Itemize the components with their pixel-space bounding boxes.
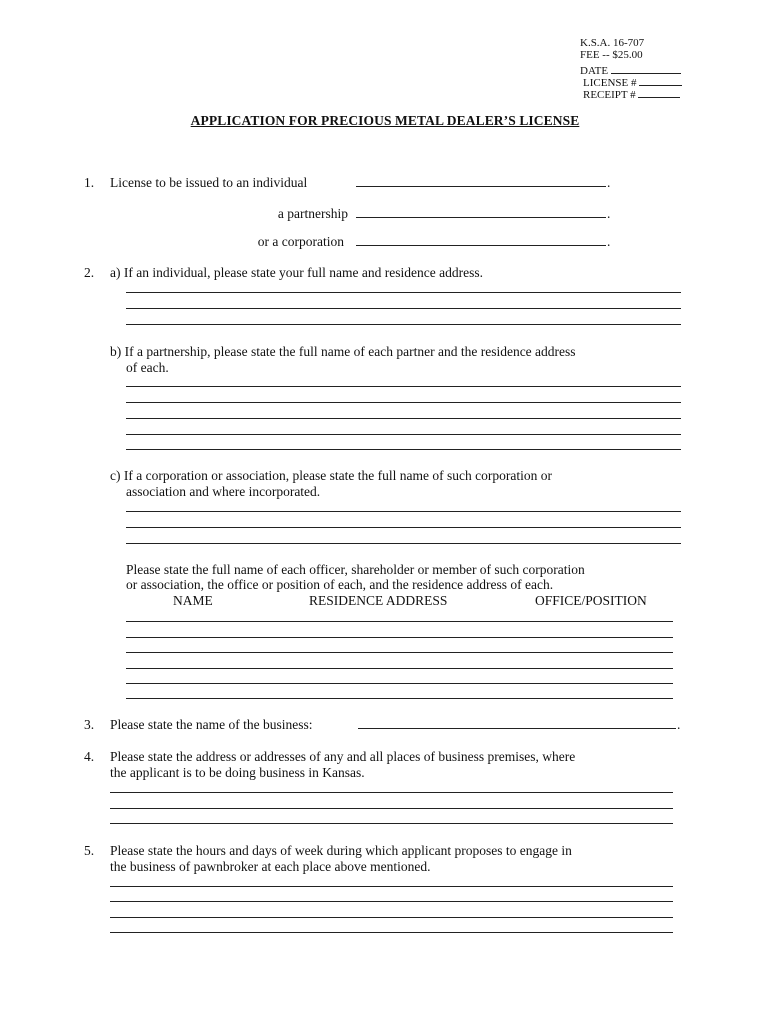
q3-end: . — [677, 717, 681, 732]
q2c-answer-line-2[interactable] — [126, 527, 681, 528]
officer-line-5[interactable] — [126, 683, 673, 684]
receipt-label-text: RECEIPT # — [583, 89, 636, 101]
q2c-text-line-2: association and where incorporated. — [126, 484, 321, 499]
officer-line-2[interactable] — [126, 637, 673, 638]
q4-answer-line-3[interactable] — [110, 823, 673, 824]
q2b-text-line-2: of each. — [126, 360, 169, 375]
q5-number: 5. — [84, 843, 95, 858]
q2b-answer-line-4[interactable] — [126, 434, 681, 435]
receipt-number-label — [583, 85, 680, 101]
q2b-answer-line-2[interactable] — [126, 402, 681, 403]
officer-line-3[interactable] — [126, 652, 673, 653]
q4-number: 4. — [84, 749, 95, 764]
column-header-name: NAME — [173, 593, 213, 608]
officers-text-line-2: or association, the office or position of each, and the residence address of each. — [126, 577, 554, 592]
statute-reference: K.S.A. 16-707 — [580, 37, 645, 49]
q4-answer-line-2[interactable] — [110, 808, 673, 809]
q1-partnership-end: . — [607, 206, 611, 221]
q2-number: 2. — [84, 265, 95, 280]
q5-answer-line-2[interactable] — [110, 901, 673, 902]
officers-text-line-1: Please state the full name of each officer, shareholder or member of such corporation — [126, 562, 585, 577]
q4-text-line-1: Please state the address or addresses of any and all places of business premises, where — [110, 749, 576, 764]
business-name-field[interactable] — [358, 728, 676, 729]
receipt-number-field[interactable] — [638, 85, 680, 98]
q2b-text-line-1: b) If a partnership, please state the full name of each partner and the residence address — [110, 344, 576, 359]
q4-answer-line-1[interactable] — [110, 792, 673, 793]
q1-number: 1. — [84, 175, 95, 190]
q2c-answer-line-3[interactable] — [126, 543, 681, 544]
date-label-text: DATE — [580, 65, 609, 77]
q2a-answer-line-1[interactable] — [126, 292, 681, 293]
q2c-text-line-1: c) If a corporation or association, please state the full name of such corporation or — [110, 468, 552, 483]
q2a-text: a) If an individual, please state your full name and residence address. — [110, 265, 483, 280]
column-header-office-position: OFFICE/POSITION — [535, 593, 647, 608]
q3-number: 3. — [84, 717, 95, 732]
form-title: APPLICATION FOR PRECIOUS METAL DEALER’S LICENSE — [190, 113, 580, 128]
q5-text-line-2: the business of pawnbroker at each place above mentioned. — [110, 859, 431, 874]
q4-text-line-2: the applicant is to be doing business in Kansas. — [110, 765, 365, 780]
fee-label: FEE -- $25.00 — [580, 49, 643, 61]
q3-text: Please state the name of the business: — [110, 717, 313, 732]
column-header-residence-address: RESIDENCE ADDRESS — [309, 593, 448, 608]
q5-answer-line-4[interactable] — [110, 932, 673, 933]
q1-corporation-end: . — [607, 234, 611, 249]
q2a-answer-line-2[interactable] — [126, 308, 681, 309]
q2a-answer-line-3[interactable] — [126, 324, 681, 325]
officer-line-1[interactable] — [126, 621, 673, 622]
license-label-text: LICENSE # — [583, 77, 637, 89]
officer-line-4[interactable] — [126, 668, 673, 669]
q1-individual-label: License to be issued to an individual — [110, 175, 308, 190]
q5-text-line-1: Please state the hours and days of week during which applicant proposes to engage in — [110, 843, 572, 858]
officer-line-6[interactable] — [126, 698, 673, 699]
individual-license-field[interactable] — [356, 186, 606, 187]
q1-corporation-label: or a corporation — [257, 234, 344, 249]
q1-individual-end: . — [607, 175, 611, 190]
q2b-answer-line-5[interactable] — [126, 449, 681, 450]
q5-answer-line-3[interactable] — [110, 917, 673, 918]
q2b-answer-line-1[interactable] — [126, 386, 681, 387]
q2c-answer-line-1[interactable] — [126, 511, 681, 512]
partnership-license-field[interactable] — [356, 217, 606, 218]
corporation-license-field[interactable] — [356, 245, 606, 246]
q2b-answer-line-3[interactable] — [126, 418, 681, 419]
q1-partnership-label: a partnership — [277, 206, 348, 221]
q5-answer-line-1[interactable] — [110, 886, 673, 887]
